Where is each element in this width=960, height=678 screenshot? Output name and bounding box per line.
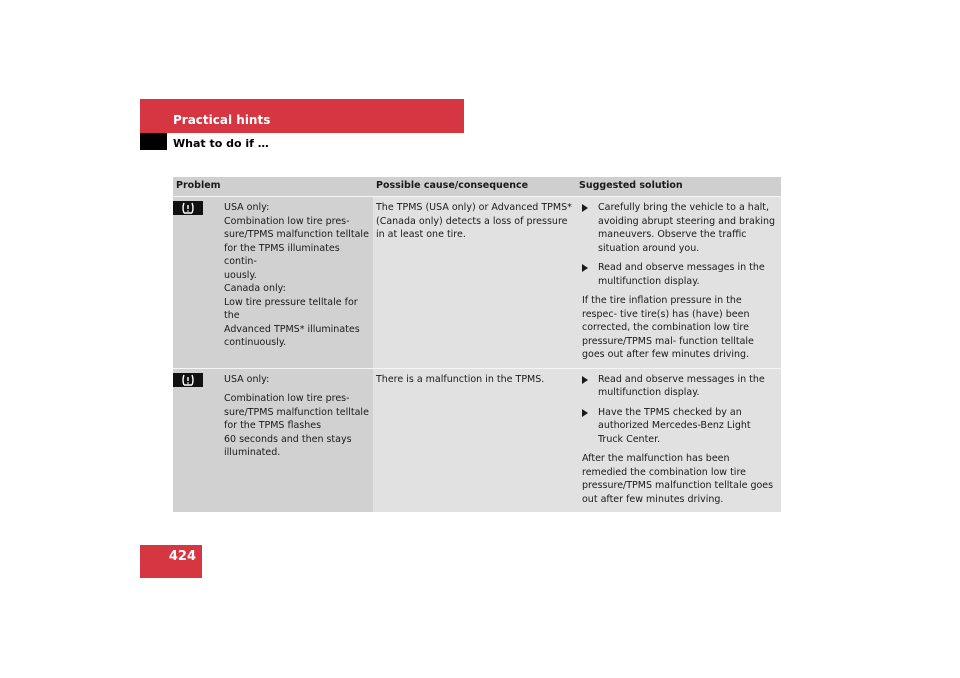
column-header-problem: Problem xyxy=(176,180,221,191)
list-item: Carefully bring the vehicle to a halt, avoiding abrupt steering and braking maneuvers. Observe the traffic situation around you. xyxy=(582,201,777,255)
section-title: Practical hints xyxy=(173,113,271,127)
problem-cell xyxy=(173,197,373,368)
bullet-arrow-icon xyxy=(582,376,588,384)
page-number-box xyxy=(140,545,202,578)
bullet-arrow-icon xyxy=(582,264,588,272)
page-number: 424 xyxy=(168,549,196,564)
solution-note: After the malfunction has been remedied the combination low tire pressure/TPMS malfunction telltale goes out after few minutes driving. xyxy=(582,453,774,505)
column-header-cause: Possible cause/consequence xyxy=(376,180,529,191)
solution-note: If the tire inflation pressure in the respec- tive tire(s) has (have) been corrected, the combination low tire pressure/TPMS mal- function telltale goes out after few minutes driving. xyxy=(582,295,754,360)
header-marker xyxy=(140,133,167,150)
table-row xyxy=(173,196,781,368)
cause-cell: There is a malfunction in the TPMS. xyxy=(373,369,576,513)
list-item: Read and observe messages in the multifunction display. xyxy=(582,261,777,288)
solution-cell xyxy=(576,369,781,513)
tire-pressure-warning-icon xyxy=(173,373,203,387)
table-header xyxy=(173,177,781,196)
section-subtitle: What to do if … xyxy=(173,137,269,150)
problem-cell xyxy=(173,369,373,513)
table-row xyxy=(173,368,781,513)
column-header-solution: Suggested solution xyxy=(579,180,683,191)
problem-text: USA only: Combination low tire pres- sure/TPMS malfunction telltale for the TPMS flashes 60 seconds and then stays illuminated. xyxy=(224,373,369,458)
bullet-arrow-icon xyxy=(582,409,588,417)
list-item: Have the TPMS checked by an authorized Mercedes-Benz Light Truck Center. xyxy=(582,406,777,447)
tire-pressure-warning-icon xyxy=(173,201,203,215)
solution-cell xyxy=(576,197,781,368)
problem-text: USA only: Combination low tire pres- sure/TPMS malfunction telltale for the TPMS illuminates contin- uously. Canada only: Low tire pressure telltale for the Advanced TPMS* illuminates continuously. xyxy=(224,202,369,348)
cause-cell: The TPMS (USA only) or Advanced TPMS* (Canada only) detects a loss of pressure in at least one tire. xyxy=(373,197,576,368)
problem-table xyxy=(173,177,781,512)
bullet-arrow-icon xyxy=(582,204,588,212)
list-item: Read and observe messages in the multifunction display. xyxy=(582,373,777,400)
